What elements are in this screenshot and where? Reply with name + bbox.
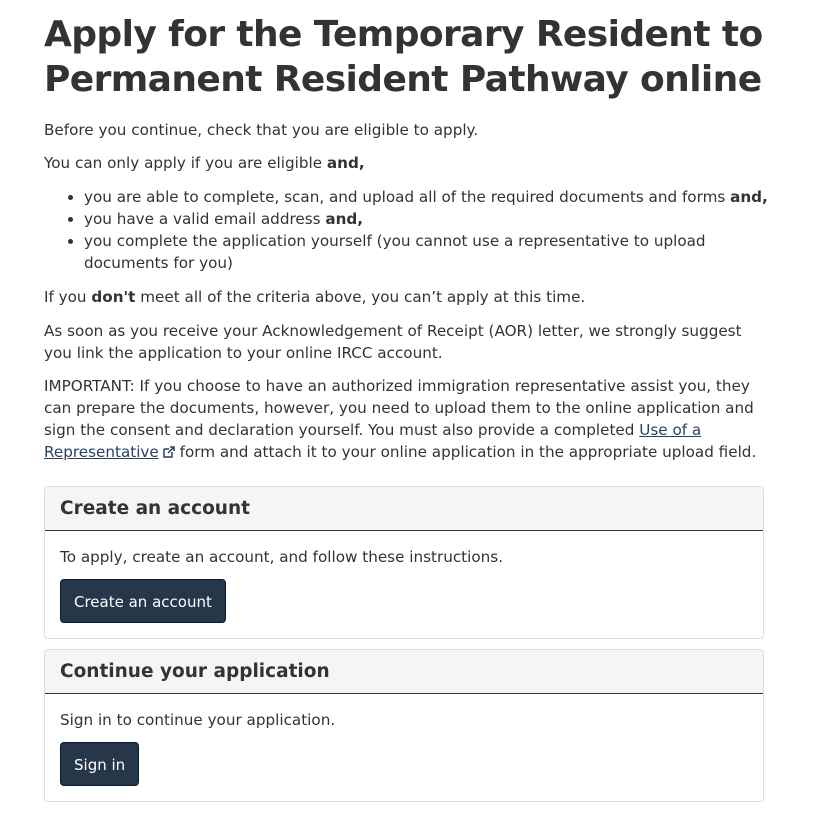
create-account-panel-body (45, 531, 763, 638)
criteria-list (44, 186, 774, 274)
not-eligible-prefix: If you (44, 288, 92, 306)
important-text: IMPORTANT: If you choose to have an authorized immigration representative assist you, they can prepare the documents, however, you need to upload them to the online application and sign the consent and declaration yourself. You must also provide a completed (44, 377, 754, 439)
external-link-icon (163, 446, 175, 458)
criteria-item (84, 186, 774, 208)
criteria-text: you have a valid email address (84, 210, 326, 228)
not-eligible-bold: don't (91, 288, 136, 306)
eligibility-condition (44, 152, 774, 174)
create-account-text: To apply, create an account, and follow these instructions. (60, 548, 504, 566)
not-eligible-suffix: meet all of the criteria above, you can’t apply at this time. (135, 288, 586, 306)
continue-application-panel-body (45, 694, 763, 801)
continue-application-panel (44, 649, 764, 802)
criteria-text: you complete the application yourself (you cannot use a representative to upload documents for you) (84, 232, 706, 272)
aor-note: As soon as you receive your Acknowledgement of Receipt (AOR) letter, we strongly suggest you link the application to your online IRCC account. (44, 322, 742, 362)
eligibility-note: Before you continue, check that you are eligible to apply. (44, 121, 479, 139)
create-account-panel (44, 486, 764, 639)
criteria-item (84, 230, 774, 274)
continue-application-panel-heading (45, 650, 763, 694)
page-title: Apply for the Temporary Resident to Permanent Resident Pathway online (44, 14, 763, 100)
criteria-and: and, (325, 210, 364, 228)
continue-application-text: Sign in to continue your application. (60, 711, 336, 729)
continue-application-heading: Continue your application (60, 661, 330, 682)
eligibility-condition-and: and, (326, 154, 365, 172)
criteria-text: you are able to complete, scan, and upload all of the required documents and forms (84, 188, 731, 206)
create-account-heading: Create an account (60, 498, 250, 519)
criteria-item (84, 208, 774, 230)
important-note (44, 375, 774, 463)
sign-in-button[interactable]: Sign in (60, 742, 139, 786)
important-suffix: form and attach it to your online application in the appropriate upload field. (174, 443, 757, 461)
use-of-representative-link[interactable]: Use of a Representative (44, 421, 702, 461)
not-eligible-note (44, 286, 774, 308)
create-account-button[interactable]: Create an account (60, 579, 226, 623)
eligibility-condition-text: You can only apply if you are eligible (44, 154, 327, 172)
criteria-and: and, (730, 188, 768, 206)
create-account-panel-heading (45, 487, 763, 531)
